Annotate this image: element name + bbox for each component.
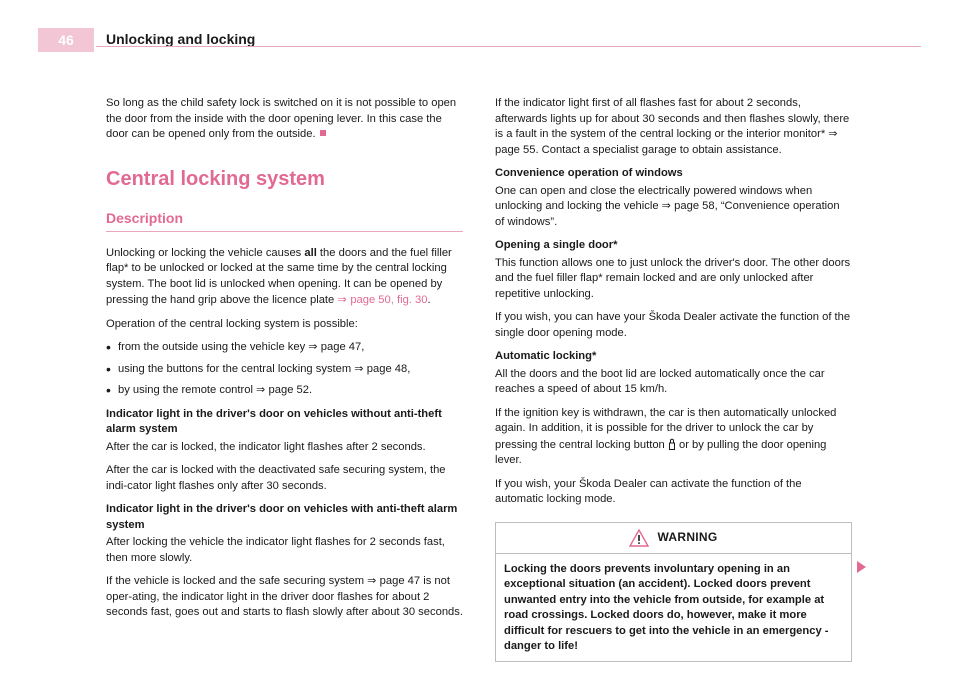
warning-header [496,523,851,554]
warning-box [495,522,852,662]
section-title: Central locking system [106,167,325,190]
para-auto-2-text-2: or by pulling the door opening lever. [495,438,827,466]
para-alarm-2: If the vehicle is locked and the safe securing system ⇒ page 47 is not oper-ating, the indicator light in the driver door flashes for about 2 seconds fast, goes out and starts to flash slowly after about 30 seconds. [106,575,463,618]
continue-arrow-icon [857,561,866,573]
desc-text-2: the doors and the fuel filler flap* to be unlocked or locked at the same time by the central locking system. The boot lid is unlocked when opening. It can be opened by pressing the hand grip above the licence plate [106,246,452,306]
operation-list [106,340,463,399]
right-column [495,96,852,662]
desc-bold: all [304,246,317,259]
heading-alarm: Indicator light in the driver's door on vehicles with anti-theft alarm system [106,503,458,531]
page-reference-link[interactable] [337,294,427,306]
heading-single-door: Opening a single door* [495,239,618,251]
para-no-alarm-2: After the car is locked with the deactivated safe securing system, the indi-cator light flashes only after 30 seconds. [106,464,446,492]
para-single-2: If you wish, you can have your Škoda Dealer activate the function of the single door opening mode. [495,311,851,339]
warning-text: Locking the doors prevents involuntary opening in an exceptional situation (an accident). Locked doors prevent unwanted entry into the vehicle from outside, for example at road crossings. Locked doors do, however, make it more difficult for rescuers to get into the vehicle in an emergency - danger to life! [504,562,829,652]
description-paragraph [106,246,463,309]
list-item: • from the outside using the vehicle key ⇒ page 47, [106,340,463,356]
list-item: • by using the remote control ⇒ page 52. [106,383,463,399]
operation-intro: Operation of the central locking system is possible: [106,317,358,330]
page-number: 46 [38,28,94,52]
central-locking-button-icon [668,437,676,451]
arrow-right-icon: ⇒ [337,293,351,306]
para-no-alarm-1: After the car is locked, the indicator light flashes after 2 seconds. [106,440,426,453]
para-auto-2-text-1: If the ignition key is withdrawn, the car is then automatically unlocked again. In addition, it is possible for the driver to unlock the car by pressing the central locking button [495,406,837,451]
heading-auto-locking: Automatic locking* [495,350,597,362]
subsection-divider [106,231,463,232]
subsection-title: Description [106,209,184,226]
left-column [106,96,463,629]
heading-no-alarm: Indicator light in the driver's door on vehicles without anti-theft alarm system [106,407,442,435]
para-auto-3: If you wish, your Škoda Dealer can activate the function of the automatic locking mode. [495,477,802,505]
desc-text-end: . [427,294,431,306]
intro-paragraph [106,96,463,143]
para-fault: If the indicator light first of all flashes fast for about 2 seconds, afterwards lights up for about 30 seconds and then flashes slowly, there is a fault in the system of the central locking or the interior monitor* ⇒ page 55. Contact a specialist garage to obtain assistance. [495,97,850,156]
page-reference-link-text: page 50, fig. 30 [350,294,428,306]
header-divider [96,46,921,47]
intro-text: So long as the child safety lock is switched on it is not possible to open the door from the inside with the door opening lever. In this case the door can be opened only from the outside. [106,97,457,140]
para-windows: One can open and close the electrically powered windows when unlocking and locking the vehicle ⇒ page 58, “Convenience operation of windows”. [495,184,840,228]
warning-triangle-icon [629,529,649,547]
warning-title: WARNING [657,529,718,544]
heading-windows: Convenience operation of windows [495,167,683,179]
para-auto-1: All the doors and the boot lid are locked automatically once the car reaches a speed of about 15 km/h. [495,367,825,395]
list-item: • using the buttons for the central locking system ⇒ page 48, [106,362,463,378]
header-title: Unlocking and locking [106,31,256,47]
desc-text-1: Unlocking or locking the vehicle causes [106,246,305,259]
para-alarm-1: After locking the vehicle the indicator light flashes for 2 seconds fast, then more slowly. [106,536,445,564]
end-of-section-marker-icon [320,130,326,136]
para-auto-2 [495,406,852,469]
para-single-1: This function allows one to just unlock the driver's door. The other doors and the fuel filler flap* remain locked and are only unlocked after repetitive unlocking. [495,256,851,300]
